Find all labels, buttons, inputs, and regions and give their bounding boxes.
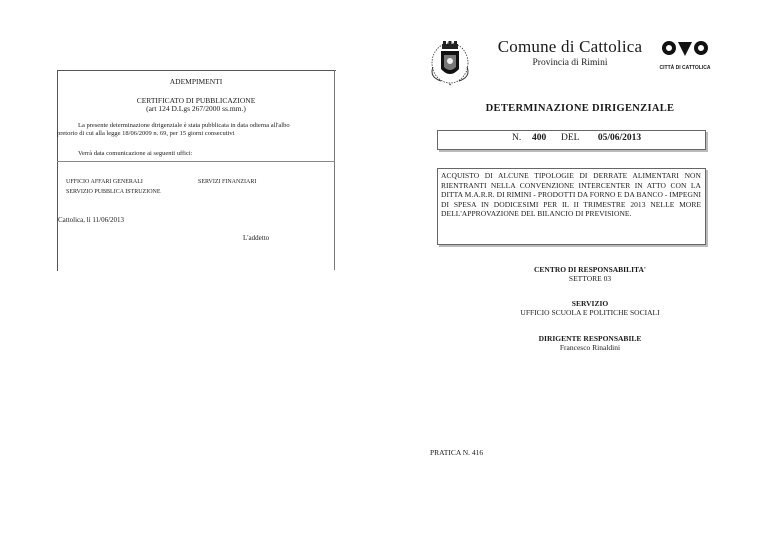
subject-text: ACQUISTO DI ALCUNE TIPOLOGIE DI DERRATE ALIMENTARI NON RIENTRANTI NELLA CONVENZIONE INTERCENTER IN ATTO CON LA DITTA M.A.R.R. DI RIMINI - PRODOTTI DA FORNO E DA BANCO - IMPEGNI DI SPESA IN DODICESIMI PER IL II TRIMESTRE 2013 NELLE MORE DELL'APPROVAZIONE DEL BILANCIO DI PREVISIONE. bbox=[441, 171, 701, 218]
addetto-signature-label: L'addetto bbox=[243, 234, 270, 242]
provincia-subtitle: Provincia di Rimini bbox=[532, 58, 608, 68]
svg-text:✦: ✦ bbox=[448, 82, 452, 87]
office-affari-generali: UFFICIO AFFARI GENERALI bbox=[66, 179, 143, 185]
number-value: 400 bbox=[532, 133, 547, 143]
servizio-value: UFFICIO SCUOLA E POLITICHE SOCIALI bbox=[520, 308, 660, 317]
adempimenti-heading: ADEMPIMENTI bbox=[169, 77, 223, 86]
centro-value: SETTORE 03 bbox=[568, 274, 612, 283]
determination-date: 05/06/2013 bbox=[597, 133, 642, 143]
logo-caption: CITTÀ DI CATTOLICA bbox=[659, 65, 711, 71]
document-type-title: DETERMINAZIONE DIRIGENZIALE bbox=[485, 103, 675, 114]
coat-of-arms-icon bbox=[419, 37, 481, 87]
certificate-title: CERTIFICATO DI PUBBLICAZIONE bbox=[136, 96, 256, 105]
dirigente-value: Francesco Rinaldini bbox=[559, 343, 621, 352]
pratica-number: PRATICA N. 416 bbox=[430, 448, 484, 457]
office-servizi-finanziari: SERVIZI FINANZIARI bbox=[198, 179, 257, 185]
office-pubblica-istruzione: SERVIZIO PUBBLICA ISTRUZIONE bbox=[66, 189, 161, 195]
number-date-row bbox=[512, 133, 641, 143]
del-label: DEL bbox=[561, 133, 580, 143]
certificate-reference: (art 124 D.Lgs 267/2000 ss.mm.) bbox=[146, 104, 246, 113]
centro-label: CENTRO DI RESPONSABILITA' bbox=[534, 265, 646, 274]
cattolica-logo-icon bbox=[660, 38, 710, 64]
number-label: N. bbox=[512, 133, 522, 143]
servizio-label: SERVIZIO bbox=[571, 299, 609, 308]
place-date: Cattolica, lì 11/06/2013 bbox=[58, 216, 125, 224]
publication-text-line1: La presente determinazione dirigenziale è stata pubblicata in data odierna all'albo bbox=[78, 122, 290, 129]
communication-text: Verrà data comunicazione ai seguenti uffici: bbox=[78, 150, 193, 157]
divider bbox=[57, 161, 335, 162]
comune-title: Comune di Cattolica bbox=[497, 37, 643, 56]
publication-text-line2: pretorio di cui alla legge 18/06/2009 n. 69, per 15 giorni consecutivi bbox=[57, 130, 235, 137]
dirigente-label: DIRIGENTE RESPONSABILE bbox=[538, 334, 642, 343]
